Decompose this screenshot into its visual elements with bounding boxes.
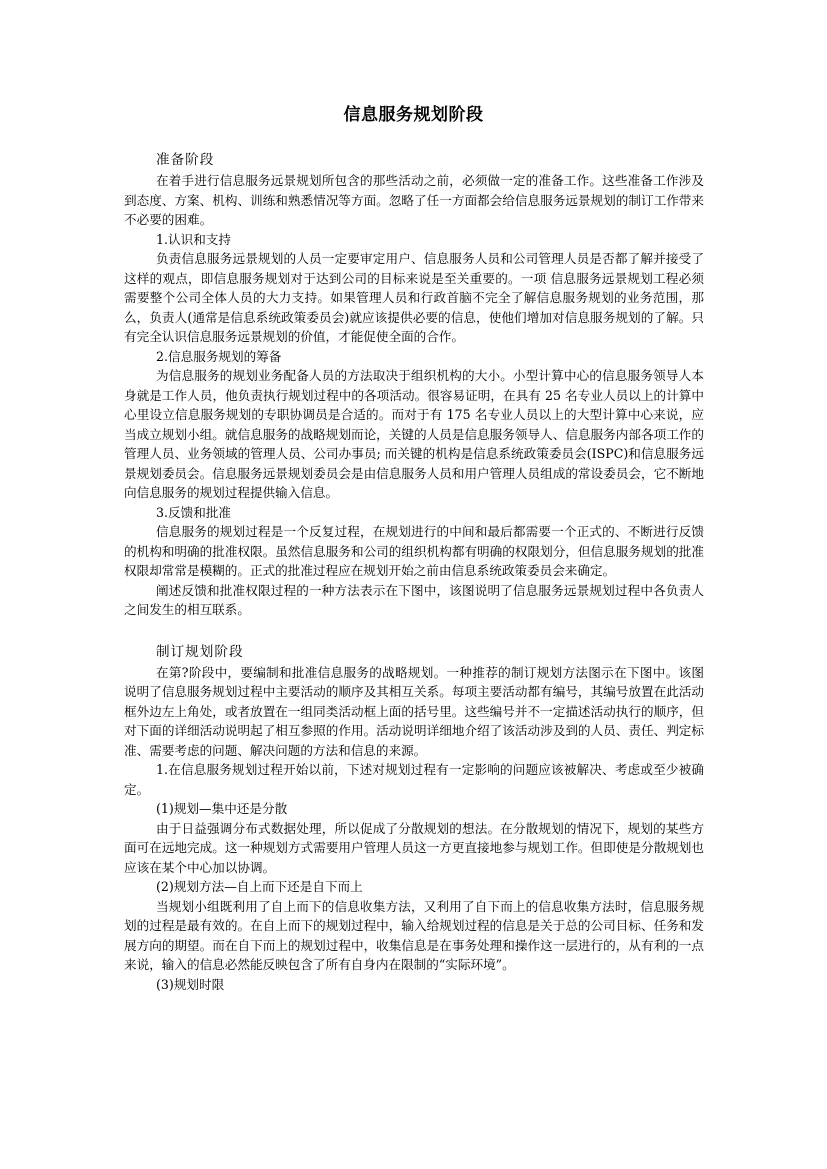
subheading: (2)规划方法—自上而下还是自下而上 [156,879,363,894]
paragraph: 信息服务的规划过程是一个反复过程，在规划进行的中间和最后都需要一个正式的、不断进行反馈的机构和明确的批准权限。虽然信息服务和公司的组织机构都有明确的权限划分，但信息服务规划的批准权限却常常是模糊的。正式的批准过程应在规划开始之前由信息系统政策委员会来确定。 [124,524,704,578]
paragraph: 1.在信息服务规划过程开始以前，下述对规划过程有一定影响的问题应该被解决、考虑或至少被确定。 [124,762,704,797]
section-heading-preparation: 准备阶段 [156,152,215,168]
paragraph: 在着手进行信息服务远景规划所包含的那些活动之前，必须做一定的准备工作。这些准备工作涉及到态度、方案、机构、训练和熟悉情况等方面。忽略了任一方面都会给信息服务远景规划的制订工作带来不必要的困难。 [124,173,704,227]
paragraph: 为信息服务的规划业务配备人员的方法取决于组织机构的大小。小型计算中心的信息服务领导人本身就是工作人员，他负责执行规划过程中的各项活动。很容易证明，在具有 25 名专业人员以上的计算中心里设立信息服务规划的专职协调员是合适的。而对于有 175 名专业人员以上的大型计算中心来说，应当成立规划小组。就信息服务的战略规划而论，关键的人员是信息服务领导人、信息服务内部各项工作的管理人员、业务领域的管理人员、公司办事员; 而关键的机构是信息系统政策委员会(ISPC)和信息服务远景规划委员会。信息服务远景规划委员会是由信息服务人员和用户管理人员组成的常设委员会，它不断地向信息服务的规划过程提供输入信息。 [124,368,704,500]
subheading: 1.认识和支持 [156,231,231,247]
paragraph: 当规划小组既利用了自上而下的信息收集方法，又利用了自下而上的信息收集方法时，信息服务规划的过程是最有效的。在自上而下的规划过程中，输入给规划过程的信息是关于总的公司目标、任务和发展方向的期望。而在自下而上的规划过程中，收集信息是在事务处理和操作这一层进行的，从有利的一点来说，输入的信息必然能反映包含了所有自身内在限制的“实际环境”。 [124,898,704,972]
section-heading-planning: 制订规划阶段 [156,643,244,660]
subheading: (3)规划时限 [156,976,225,992]
paragraph: 阐述反馈和批准权限过程的一种方法表示在下图中，该图说明了信息服务远景规划过程中各负责人之间发生的相互联系。 [124,582,704,617]
paragraph: 由于日益强调分布式数据处理，所以促成了分散规划的想法。在分散规划的情况下，规划的某些方面可在远地完成。这一种规划方式需要用户管理人员这一方更直接地参与规划工作。但即使是分散规划也应该在某个中心加以协调。 [124,820,704,875]
document-body [124,150,704,994]
subheading: 2.信息服务规划的筹备 [156,348,282,364]
subheading: (1)规划—集中还是分散 [156,801,288,816]
subheading: 3.反馈和批准 [156,504,231,520]
page-title: 信息服务规划阶段 [343,105,484,125]
paragraph: 负责信息服务远景规划的人员一定要审定用户、信息服务人员和公司管理人员是否都了解并接受了这样的观点，即信息服务规划对于达到公司的目标来说是至关重要的。一项 信息服务远景规划工程必须需要整个公司全体人员的大力支持。如果管理人员和行政首脑不完全了解信息服务规划的业务范围，那么，负责人(通常是信息系统政策委员会)就应该提供必要的信息，使他们增加对信息服务规划的了解。只有完全认识信息服务远景规划的价值，才能促使全面的合作。 [124,251,704,344]
paragraph: 在第?阶段中，要编制和批准信息服务的战略规划。一种推荐的制订规划方法图示在下图中。该图说明了信息服务规划过程中主要活动的顺序及其相互关系。每项主要活动都有编号，其编号放置在此活动框外边左上角处，或者放置在一组同类活动框上面的括号里。这些编号并不一定描述活动执行的顺序，但对下面的详细活动说明起了相互参照的作用。活动说明详细地介绍了该活动涉及到的人员、责任、判定标准、需要考虑的问题、解决问题的方法和信息的来源。 [124,664,704,758]
section-spacer [124,620,704,642]
